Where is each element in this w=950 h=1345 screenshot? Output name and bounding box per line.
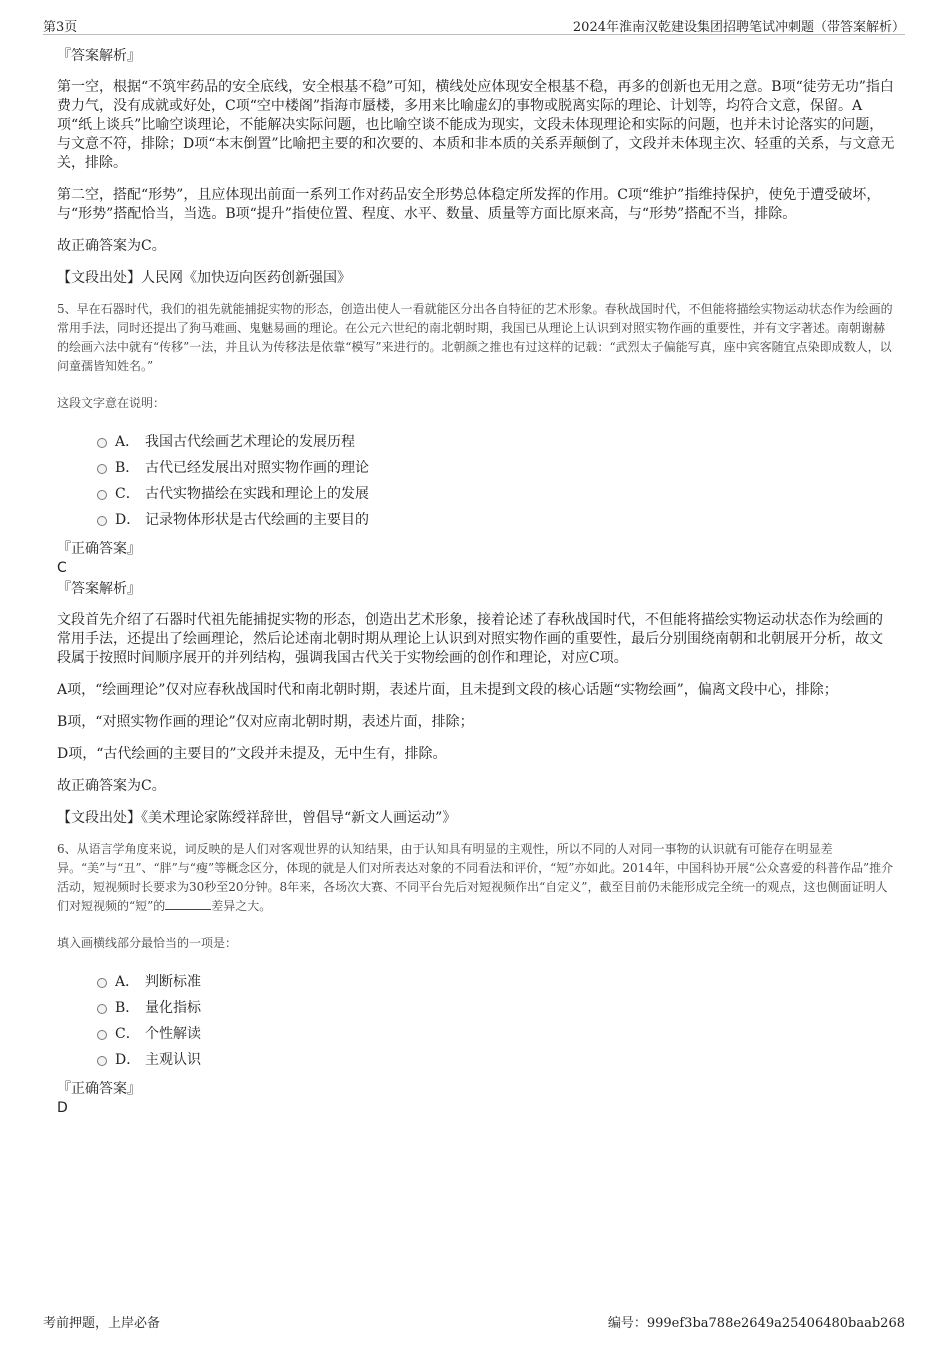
option-a[interactable]: A． 判断标准 (97, 969, 895, 995)
option-text: 记录物体形状是古代绘画的主要目的 (145, 512, 369, 528)
radio-button[interactable] (97, 438, 107, 448)
option-text: 主观认识 (145, 1052, 201, 1068)
analysis-paragraph: B项，“对照实物作画的理论”仅对应南北朝时期，表述片面，排除； (57, 714, 474, 730)
option-b[interactable]: B． 量化指标 (97, 995, 895, 1021)
radio-button[interactable] (97, 516, 107, 526)
option-text: 个性解读 (145, 1026, 201, 1042)
radio-button[interactable] (97, 464, 107, 474)
question-text: 6、从语言学角度来说，词反映的是人们对客观世界的认知结果，由于认知具有明显的主观性，所以不同的人对同一事物的认识就有可能存在明显差异。“美”与“丑”、“胖”与“瘦”等概念区分，体现的就是人们对所表达对象的不同看法和评价，“短”亦如此。2014年，中国科协开展“公众喜爱的科普作品”推介活动，短视频时长要求为30秒至20分钟。8年来，各场次大赛、不同平台先后对短视频作出“自定义”，截至目前仍未能形成完全统一的观点，这也侧面证明人们对短视频的“短”的 差异之大。 (57, 842, 894, 913)
question-5 (57, 300, 895, 828)
footer-slogan: 考前押题，上岸必备 (43, 1316, 161, 1331)
document-title: 2024年淮南汉乾建设集团招聘笔试冲刺题（带答案解析） (572, 20, 905, 35)
option-d[interactable]: D． 主观认识 (97, 1047, 895, 1073)
option-text: 我国古代绘画艺术理论的发展历程 (145, 434, 355, 450)
analysis-label: 『答案解析』 (57, 48, 141, 64)
radio-button[interactable] (97, 1056, 107, 1066)
analysis-paragraph: D项，“古代绘画的主要目的”文段并未提及，无中生有，排除。 (57, 746, 447, 762)
question-6 (57, 840, 895, 1117)
radio-button[interactable] (97, 1004, 107, 1014)
option-c[interactable]: C． 古代实物描绘在实践和理论上的发展 (97, 481, 895, 507)
analysis-paragraph: 文段首先介绍了石器时代祖先能捕捉实物的形态，创造出艺术形象，接着论述了春秋战国时代，不但能将描绘实物运动状态作为绘画的常用手法，还提出了绘画理论，然后论述南北朝时期从理论上认识到对照实物作画的重要性，最后分别围绕南朝和北朝展开分析，故文段属于按照时间顺序展开的并列结构，强调我国古代关于实物绘画的创作和理论，对应C项。 (57, 612, 883, 666)
radio-button[interactable] (97, 978, 107, 988)
option-text: 古代已经发展出对照实物作画的理论 (145, 460, 369, 476)
correct-answer-value: D (57, 1100, 68, 1116)
fill-in-blank (165, 897, 211, 910)
radio-button[interactable] (97, 1030, 107, 1040)
option-d[interactable]: D． 记录物体形状是古代绘画的主要目的 (97, 507, 895, 533)
option-list (57, 969, 895, 1073)
correct-answer-label: 『正确答案』 (57, 541, 141, 557)
answer-conclusion: 故正确答案为C。 (57, 778, 166, 794)
analysis-label: 『答案解析』 (57, 581, 141, 597)
question-prompt: 这段文字意在说明： (57, 396, 166, 410)
question-text: 5、早在石器时代，我们的祖先就能捕捉实物的形态，创造出使人一看就能区分出各自特征的艺术形象。春秋战国时代，不但能将描绘实物运动状态作为绘画的常用手法，同时还提出了狗马难画、鬼魅易画的理论。在公元六世纪的南北朝时期，我国已从理论上认识到对照实物作画的重要性，并有文字著述。南朝谢赫的绘画六法中就有“传移”一法，并且认为传移法是依靠“模写”来进行的。北朝颜之推也有过这样的记载：“武烈太子偏能写真，座中宾客随宜点染即成数人，以问童孺皆知姓名。” (57, 302, 893, 373)
analysis-paragraph: A项，“绘画理论”仅对应春秋战国时代和南北朝时期，表述片面，且未提到文段的核心话题“实物绘画”，偏离文段中心，排除； (57, 682, 838, 698)
source-citation: 【文段出处】人民网《加快迈向医药创新强国》 (57, 270, 351, 286)
correct-answer-label: 『正确答案』 (57, 1081, 141, 1097)
page-number: 第3页 (43, 20, 78, 35)
option-b[interactable]: B． 古代已经发展出对照实物作画的理论 (97, 455, 895, 481)
question-4-analysis (57, 46, 895, 288)
question-prompt: 填入画横线部分最恰当的一项是： (57, 936, 238, 950)
page-content (57, 46, 895, 1117)
option-text: 古代实物描绘在实践和理论上的发展 (145, 486, 369, 502)
answer-conclusion: 故正确答案为C。 (57, 238, 166, 254)
source-citation: 【文段出处】《美术理论家陈绶祥辞世，曾倡导“新文人画运动”》 (57, 810, 457, 826)
option-c[interactable]: C． 个性解读 (97, 1021, 895, 1047)
correct-answer-value: C (57, 560, 67, 576)
document-code: 编号：999ef3ba788e2649a25406480baab268 (607, 1316, 905, 1331)
option-text: 判断标准 (145, 974, 201, 990)
analysis-paragraph: 第二空，搭配“形势”，且应体现出前面一系列工作对药品安全形势总体稳定所发挥的作用。C项“维护”指维持保护，使免于遭受破坏，与“形势”搭配恰当，当选。B项“提升”指使位置、程度、水平、数量、质量等方面比原来高，与“形势”搭配不当，排除。 (57, 187, 881, 222)
page-header (43, 14, 905, 35)
option-list (57, 429, 895, 533)
radio-button[interactable] (97, 490, 107, 500)
option-a[interactable]: A． 我国古代绘画艺术理论的发展历程 (97, 429, 895, 455)
analysis-paragraph: 第一空，根据“不筑牢药品的安全底线，安全根基不稳”可知，横线处应体现安全根基不稳，再多的创新也无用之意。B项“徒劳无功”指白费力气，没有成就或好处，C项“空中楼阁”指海市蜃楼，多用来比喻虚幻的事物或脱离实际的理论、计划等，均符合文意，保留。A项“纸上谈兵”比喻空谈理论，不能解决实际问题，也比喻空谈不能成为现实，文段未体现理论和实际的问题，也并未讨论落实的问题，与文意不符，排除；D项“本末倒置”比喻把主要的和次要的、本质和非本质的关系弄颠倒了，文段并未体现主次、轻重的关系，与文意无关，排除。 (57, 79, 895, 171)
option-text: 量化指标 (145, 1000, 201, 1016)
